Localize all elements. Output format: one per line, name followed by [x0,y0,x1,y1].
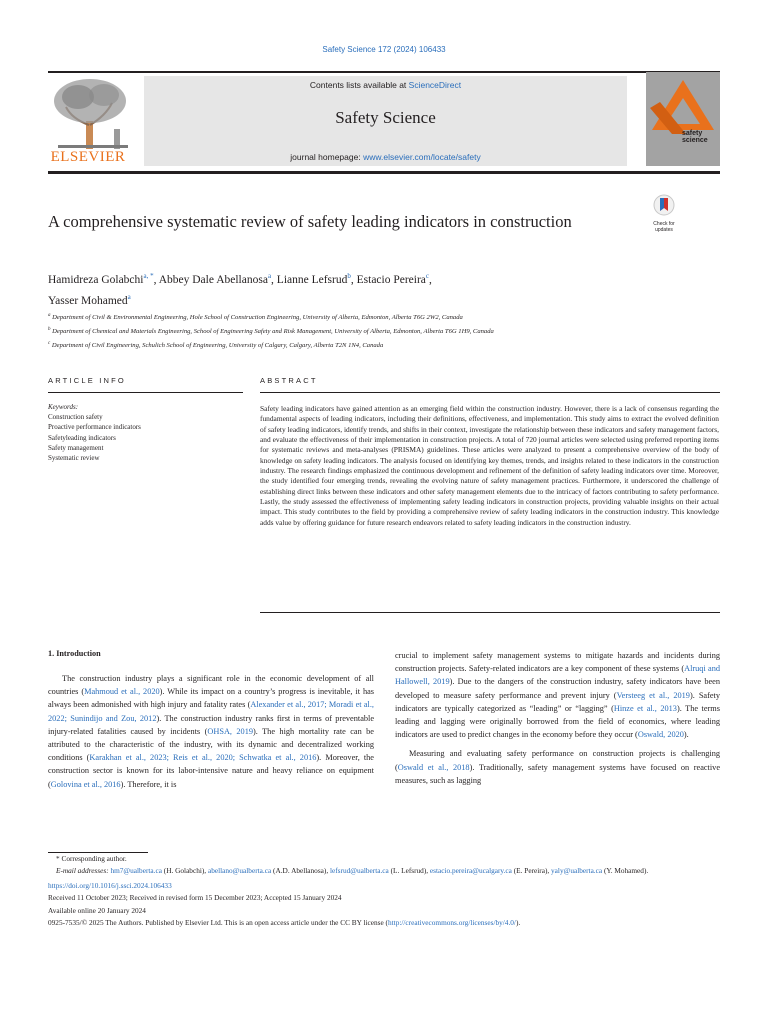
elsevier-logo [48,75,136,167]
reference-link[interactable]: abellano@ualberta.ca [207,866,272,876]
publisher-logo-text: ELSEVIER [50,149,126,165]
corresponding-author-note: * Corresponding author. [56,854,127,863]
keyword-item: Proactive performance indicators [48,423,141,432]
author-separator: , [271,273,277,286]
author-name[interactable]: Hamidreza Golabchi [48,273,144,286]
cover-label-line2: science [682,137,708,144]
homepage-prefix: journal homepage: [290,152,364,162]
keywords-label: Keywords: [48,403,79,411]
author-separator: , [429,273,432,286]
text-run: 0925-7535/© 2025 The Authors. Published by Elsevier Ltd. This is an open access article under the CC BY license ( [48,918,388,928]
reference-link[interactable]: Alexander et al., 2017; Moradi et al., 2022; Sunindijo and Zou, 2012 [48,700,374,723]
keyword-item: Safetyleading indicators [48,433,116,442]
text-run: Measuring and evaluating safety performance on construction projects is challenging ( [395,749,720,772]
affiliation-item [48,310,720,324]
license-statement [48,917,720,929]
text-run: ). Moreover, the construction sector is known for its labor-intensive nature and heavy reliance on equipment ( [48,753,374,789]
author-list [48,268,648,310]
author-name[interactable]: Abbey Dale Abellanosa [158,273,268,286]
header-bottom-rule [48,171,720,174]
journal-homepage-link[interactable]: www.elsevier.com/locate/safety [363,152,481,162]
abstract-rule [260,392,720,393]
reference-link[interactable]: yaly@ualberta.ca [551,866,603,876]
text-run: The construction industry plays a significant role in the economic development of all countries ( [48,674,374,697]
affiliation-marker: a [48,313,51,318]
text-run: crucial to implement safety management systems to mitigate hazards and incidents during construction projects. Safety-related indicators are a key component of these systems ( [395,651,720,674]
reference-link[interactable]: Oswald, 2020 [637,730,684,740]
journal-title: Safety Science [335,108,436,127]
author-affiliation-marker[interactable]: a [127,292,131,301]
journal-cover-image [646,72,720,166]
keyword-item: Systematic review [48,454,100,463]
text-run: (E. Pereira), [511,866,552,876]
text-run: ). Therefore, it is [120,779,177,789]
text-run: ). Safety indicators are typically categorized as “leading” or “lagging” ( [395,690,721,713]
crossmark-icon [653,194,675,216]
reference-link[interactable]: Oswald et al., 2018 [397,762,470,772]
text-run: ). The high mortality rate can be attributed to the characteristic of the industry, with its dynamic and decentralized working conditions ( [48,726,374,763]
reference-link[interactable]: Versteeg et al., 2019 [616,690,690,700]
reference-link[interactable]: Karakhan et al., 2023; Reis et al., 2020; Schwatka et al., 2016 [89,753,317,763]
author-affiliation-marker[interactable]: c [425,272,430,280]
reference-link[interactable]: Golovina et al., 2016 [50,779,121,789]
abstract-bottom-rule [260,612,720,613]
text-run: ). While its impact on a country’s progress is inevitable, it has always been admonished with high injury and fatality rates ( [48,687,374,710]
reference-link[interactable]: Alruqi and Hallowell, 2019 [395,664,720,687]
author-affiliation-marker[interactable]: b [347,272,351,280]
author-name[interactable]: Lianne Lefsrud [276,273,348,286]
affiliation-item [48,324,720,338]
text-run: (L. Lefsrud), [388,866,430,876]
text-run: (Y. Mohamed). [602,866,649,876]
text-run: (H. Golabchi), [161,866,208,876]
reference-link[interactable]: OHSA, 2019 [207,726,254,736]
article-info-rule [48,392,243,393]
crossmark-text-line1: Check for [653,221,675,227]
author-name[interactable]: Estacio Pereira [356,273,426,286]
affiliation-marker: b [48,327,51,333]
check-for-updates-badge[interactable] [646,194,682,233]
footnotes [48,853,720,929]
affiliation-text: Department of Civil & Environmental Engineering, Hole School of Construction Engineering, University of Alberta, Edmonton, Alberta T6G 2W2, Canada [50,314,463,322]
available-online-date: Available online 20 January 2024 [48,905,146,915]
keywords-block [48,402,243,463]
author-affiliation-marker[interactable]: a, * [143,272,154,280]
affiliation-text: Department of Civil Engineering, Schulich School of Engineering, University of Calgary, Calgary, Alberta T2N 1N4, Canada [50,342,384,350]
reference-link[interactable]: hm7@ualberta.ca [110,866,162,876]
affiliation-marker: c [48,341,51,347]
cover-graphic-icon [646,72,720,166]
author-separator: , [350,273,357,286]
reference-link[interactable]: lefsrud@ualberta.ca [329,866,389,876]
email-addresses [48,865,720,877]
crossmark-text-line2: updates [655,227,673,233]
text-run: ). [683,730,689,740]
cover-label [682,130,718,144]
affiliation-item [48,338,720,352]
abstract-text: Safety leading indicators have gained attention as an emerging field within the construction industry. However, there is a lack of consensus regarding the fundamental aspects of leading indicators, including their definitions, effectiveness, and implementation. This study aims to extract the evolved definition of safety leading indicators, identify trends, and shifts in their context, investigate the relationship between these indicators and safety management factors, and evaluate the effectiveness of their implementation in construction projects. A total of 720 journal articles were selected using preferred reporting items for systematic reviews and meta-analyses (PRISMA) guidelines. These articles were analyzed to present a comprehensive overview of the body of knowledge on safety leading indicators. The analysis focused on identifying key themes, trends, and insights related to these indicators in the construction industry. The research findings emphasized the continuous development and refinement of the definition of safety leading indicators over time. Moreover, the study identified four emerging trends, revealing the evolving nature of safety management practices. Furthermore, it underscored the challenge of establishing direct links between these indicators and other safety management elements due to the intricacy of factors contributing to safety performance. Lastly, the study assessed the effectiveness of implementing safety leading indicators in construction projects, providing valuable insights on their actual impact. This study contributes to the field by providing a comprehensive review of safety leading indicators in the construction industry. This knowledge adds value by offering guidance for future research endeavors related to safety leading indicators in the construction industry. [260,404,719,527]
body-column-left [48,672,374,791]
keyword-item: Safety management [48,443,104,452]
author-affiliation-marker[interactable]: a [267,272,272,280]
body-column-right [395,649,720,787]
reference-link[interactable]: http://creativecommons.org/licenses/by/4.0/ [388,918,516,928]
keywords-list [48,412,243,463]
affiliation-list [48,310,720,353]
author-name[interactable]: Yasser Mohamed [48,294,128,307]
abstract-heading: ABSTRACT [260,376,318,385]
intro-paragraph-2 [395,747,720,787]
text-run: ). [515,918,521,928]
introduction-heading: 1. Introduction [48,649,101,658]
text-run: ). Traditionally, safety management systems have focused on reactive measures, such as lagging [395,762,721,785]
reference-link[interactable]: estacio.pereira@ucalgary.ca [429,866,512,876]
text-run: E-mail addresses: [56,866,111,876]
cover-label-line1: safety [682,130,703,137]
received-dates: Received 11 October 2023; Received in revised form 15 December 2023; Accepted 15 January 2024 [48,893,342,903]
journal-citation[interactable]: Safety Science 172 (2024) 106433 [322,45,446,54]
text-run: ). The terms leading and lagging were originally borrowed from the field of economics, where leading indicators are used to predict changes in the economy before they occur ( [395,703,720,740]
reference-link[interactable]: Hinze et al., 2013 [613,703,677,713]
sciencedirect-link[interactable]: ScienceDirect [408,80,462,90]
text-run: ). Due to the dangers of the construction industry, safety indicators have been developed to measure safety performance and prevent injury ( [395,677,720,700]
text-run: ). The construction industry ranks first in terms of preventable injury-related fatalities caused by incidents ( [48,713,375,736]
contents-available-line [144,80,627,90]
article-title: A comprehensive systematic review of safety leading indicators in construction [48,212,572,231]
reference-link[interactable]: Mahmoud et al., 2020 [84,687,160,697]
article-info-heading: ARTICLE INFO [48,376,126,385]
contents-prefix: Contents lists available at [309,80,409,90]
text-run: (A.D. Abellanosa), [271,866,330,876]
intro-paragraph-1-continued [395,649,720,741]
keyword-item: Construction safety [48,413,103,422]
intro-paragraph-1 [48,672,374,791]
author-separator: , [153,273,159,286]
header-top-rule [48,71,720,73]
doi-link[interactable]: https://doi.org/10.1016/j.ssci.2024.106433 [48,880,172,890]
journal-homepage-line [144,152,627,162]
affiliation-text: Department of Chemical and Materials Engineering, School of Engineering Safety and Risk Management, University of Alberta, Edmonton, Alberta T6G 1H9, Canada [50,328,494,336]
